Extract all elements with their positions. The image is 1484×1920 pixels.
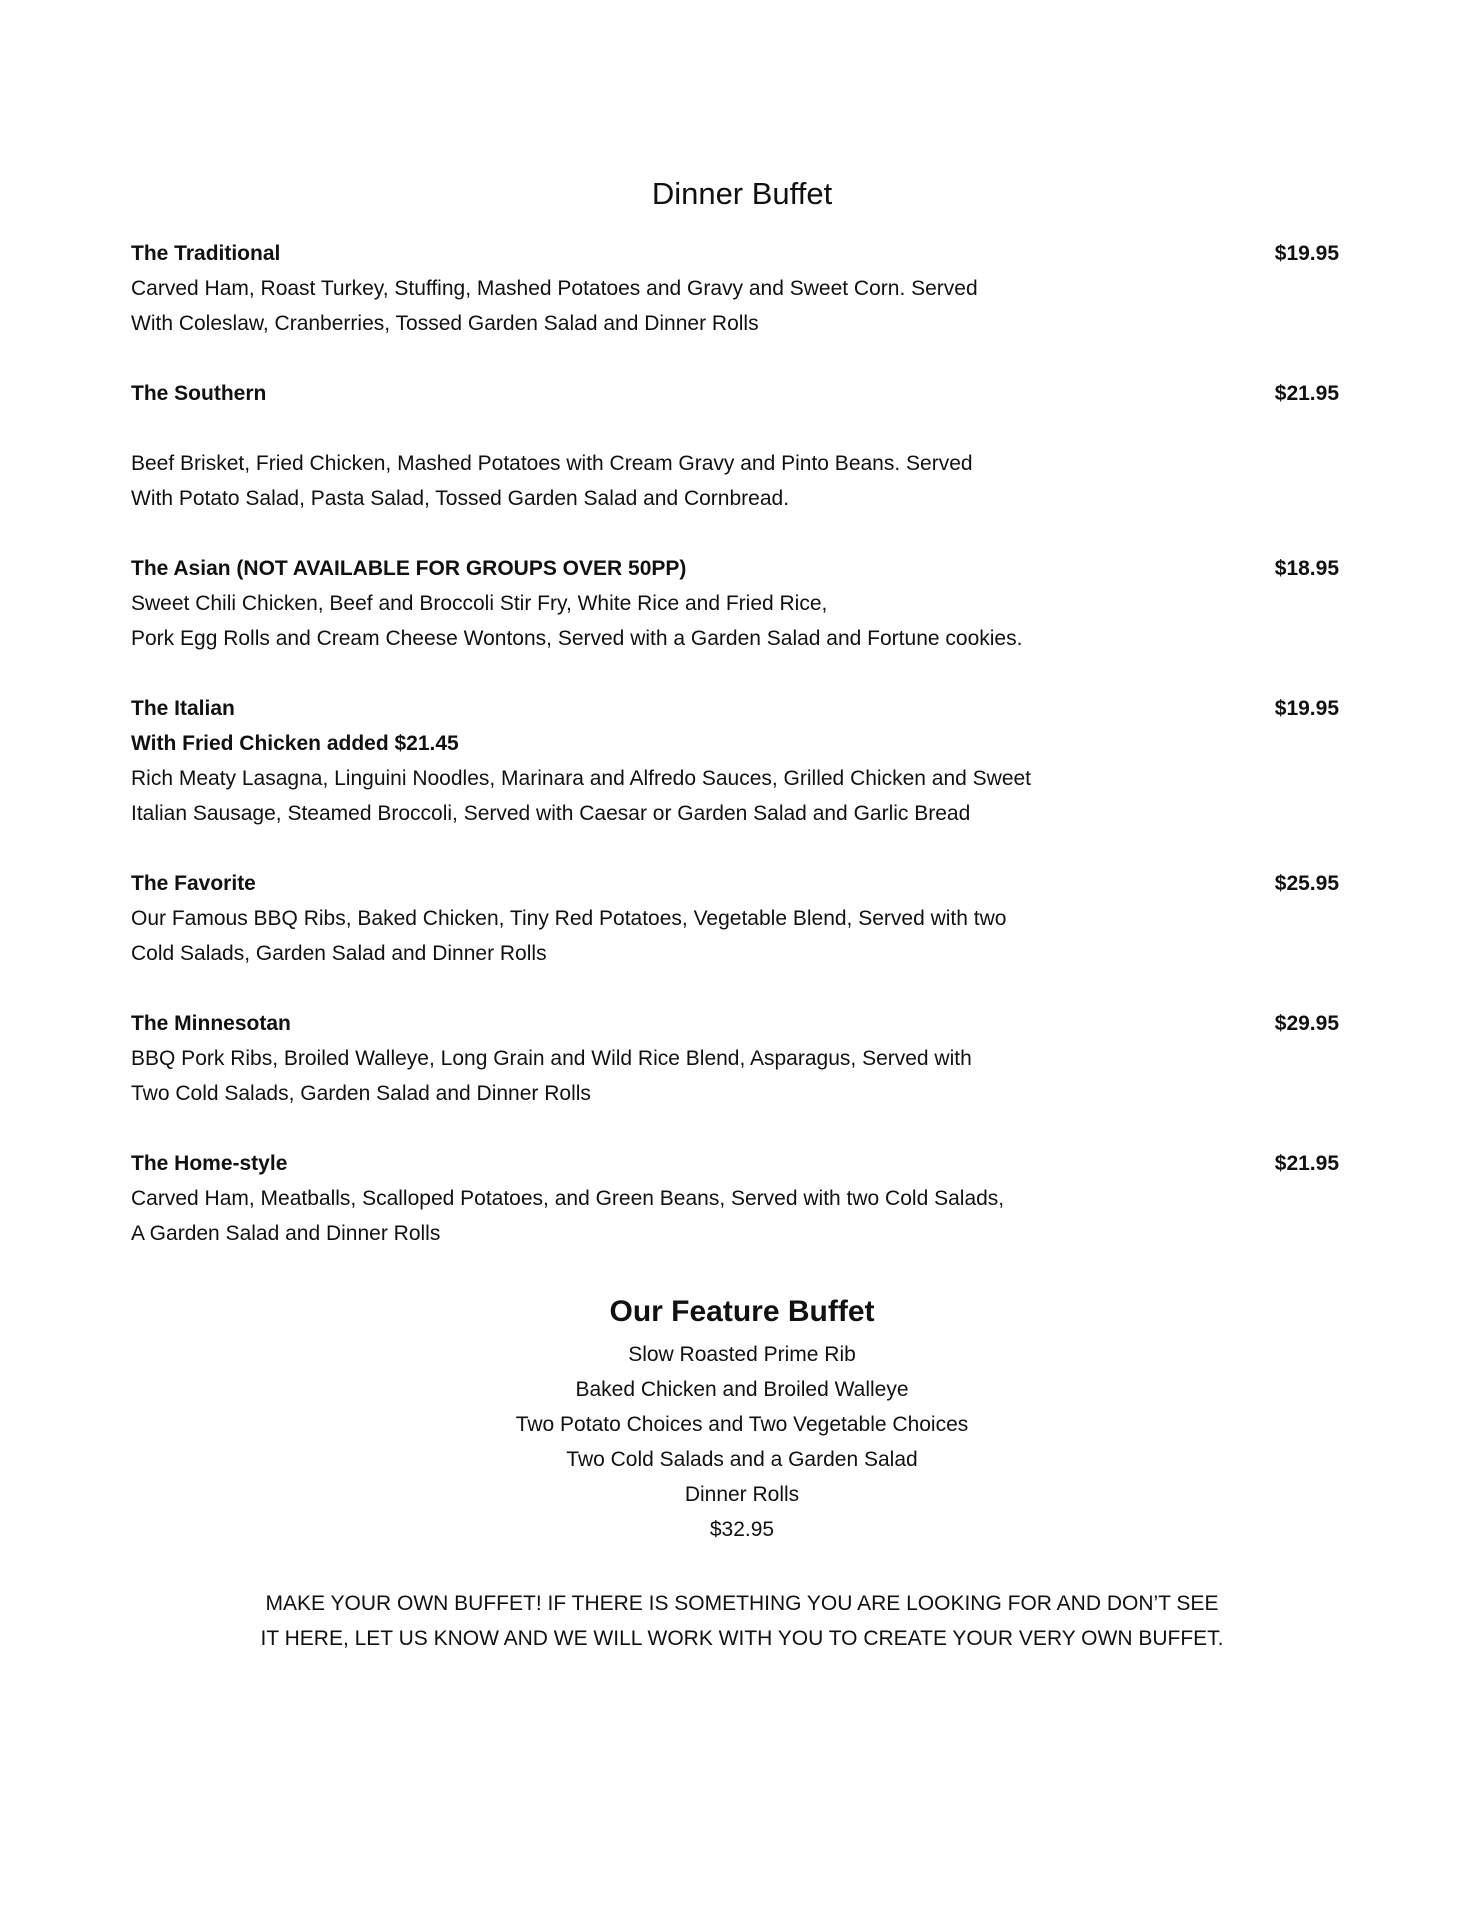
description-line: Sweet Chili Chicken, Beef and Broccoli Stir Fry, White Rice and Fried Rice, xyxy=(131,592,828,615)
feature-buffet xyxy=(0,1290,1484,1547)
description-line: Italian Sausage, Steamed Broccoli, Served with Caesar or Garden Salad and Garlic Bread xyxy=(131,802,971,825)
description-line: Our Famous BBQ Ribs, Baked Chicken, Tiny Red Potatoes, Vegetable Blend, Served with two xyxy=(131,907,1007,930)
description-line: With Potato Salad, Pasta Salad, Tossed Garden Salad and Cornbread. xyxy=(131,487,790,510)
item-description xyxy=(131,901,1339,971)
item-name: The Southern xyxy=(131,382,267,405)
item-price: $25.95 xyxy=(1274,872,1339,895)
item-price: $21.95 xyxy=(1274,382,1339,405)
menu-item-southern xyxy=(131,376,1339,516)
item-description xyxy=(131,271,1339,341)
description-line: Beef Brisket, Fried Chicken, Mashed Potatoes with Cream Gravy and Pinto Beans. Served xyxy=(131,452,973,475)
feature-line: Dinner Rolls xyxy=(684,1483,800,1506)
item-name: The Favorite xyxy=(131,872,256,895)
description-line: Rich Meaty Lasagna, Linguini Noodles, Marinara and Alfredo Sauces, Grilled Chicken and Sweet xyxy=(131,767,1032,790)
item-name: The Traditional xyxy=(131,242,281,265)
buffet-list xyxy=(131,236,1339,1286)
menu-item-asian xyxy=(131,551,1339,656)
item-header xyxy=(131,1146,1339,1181)
notice-line: MAKE YOUR OWN BUFFET! IF THERE IS SOMETHING YOU ARE LOOKING FOR AND DON’T SEE xyxy=(265,1592,1219,1615)
feature-line: Two Cold Salads and a Garden Salad xyxy=(566,1448,918,1471)
item-price: $29.95 xyxy=(1274,1012,1339,1035)
description-line: A Garden Salad and Dinner Rolls xyxy=(131,1222,441,1245)
page-title: Dinner Buffet xyxy=(651,176,833,211)
feature-title: Our Feature Buffet xyxy=(609,1295,875,1328)
feature-line: Baked Chicken and Broiled Walleye xyxy=(575,1378,909,1401)
item-description xyxy=(131,1181,1339,1251)
item-header xyxy=(131,691,1339,726)
description-line: Two Cold Salads, Garden Salad and Dinner Rolls xyxy=(131,1082,591,1105)
item-description xyxy=(131,586,1339,656)
custom-buffet-notice xyxy=(0,1586,1484,1656)
item-price: $18.95 xyxy=(1274,557,1339,580)
item-header xyxy=(131,866,1339,901)
item-name: The Asian (NOT AVAILABLE FOR GROUPS OVER 50PP) xyxy=(131,557,687,580)
item-description xyxy=(131,1041,1339,1111)
item-description xyxy=(131,446,1339,516)
feature-line: Two Potato Choices and Two Vegetable Choices xyxy=(515,1413,969,1436)
menu-item-traditional xyxy=(131,236,1339,341)
item-header xyxy=(131,236,1339,271)
description-line: Cold Salads, Garden Salad and Dinner Rolls xyxy=(131,942,547,965)
item-subtitle: With Fried Chicken added $21.45 xyxy=(131,732,459,755)
menu-item-favorite xyxy=(131,866,1339,971)
feature-price: $32.95 xyxy=(709,1518,775,1541)
item-price: $19.95 xyxy=(1274,697,1339,720)
menu-item-home-style xyxy=(131,1146,1339,1251)
item-header xyxy=(131,376,1339,411)
description-line: Pork Egg Rolls and Cream Cheese Wontons, Served with a Garden Salad and Fortune cookies. xyxy=(131,627,1023,650)
notice-line: IT HERE, LET US KNOW AND WE WILL WORK WITH YOU TO CREATE YOUR VERY OWN BUFFET. xyxy=(260,1627,1224,1650)
item-price: $19.95 xyxy=(1274,242,1339,265)
description-line: Carved Ham, Roast Turkey, Stuffing, Mashed Potatoes and Gravy and Sweet Corn. Served xyxy=(131,277,978,300)
item-description xyxy=(131,761,1339,831)
description-line: With Coleslaw, Cranberries, Tossed Garden Salad and Dinner Rolls xyxy=(131,312,759,335)
item-name: The Home-style xyxy=(131,1152,288,1175)
menu-item-italian xyxy=(131,691,1339,831)
item-header xyxy=(131,551,1339,586)
description-line: Carved Ham, Meatballs, Scalloped Potatoes, and Green Beans, Served with two Cold Salads, xyxy=(131,1187,1005,1210)
item-name: The Italian xyxy=(131,697,235,720)
menu-item-minnesotan xyxy=(131,1006,1339,1111)
item-header xyxy=(131,1006,1339,1041)
feature-line: Slow Roasted Prime Rib xyxy=(628,1343,856,1366)
description-line: BBQ Pork Ribs, Broiled Walleye, Long Grain and Wild Rice Blend, Asparagus, Served with xyxy=(131,1047,972,1070)
item-name: The Minnesotan xyxy=(131,1012,291,1035)
item-price: $21.95 xyxy=(1274,1152,1339,1175)
